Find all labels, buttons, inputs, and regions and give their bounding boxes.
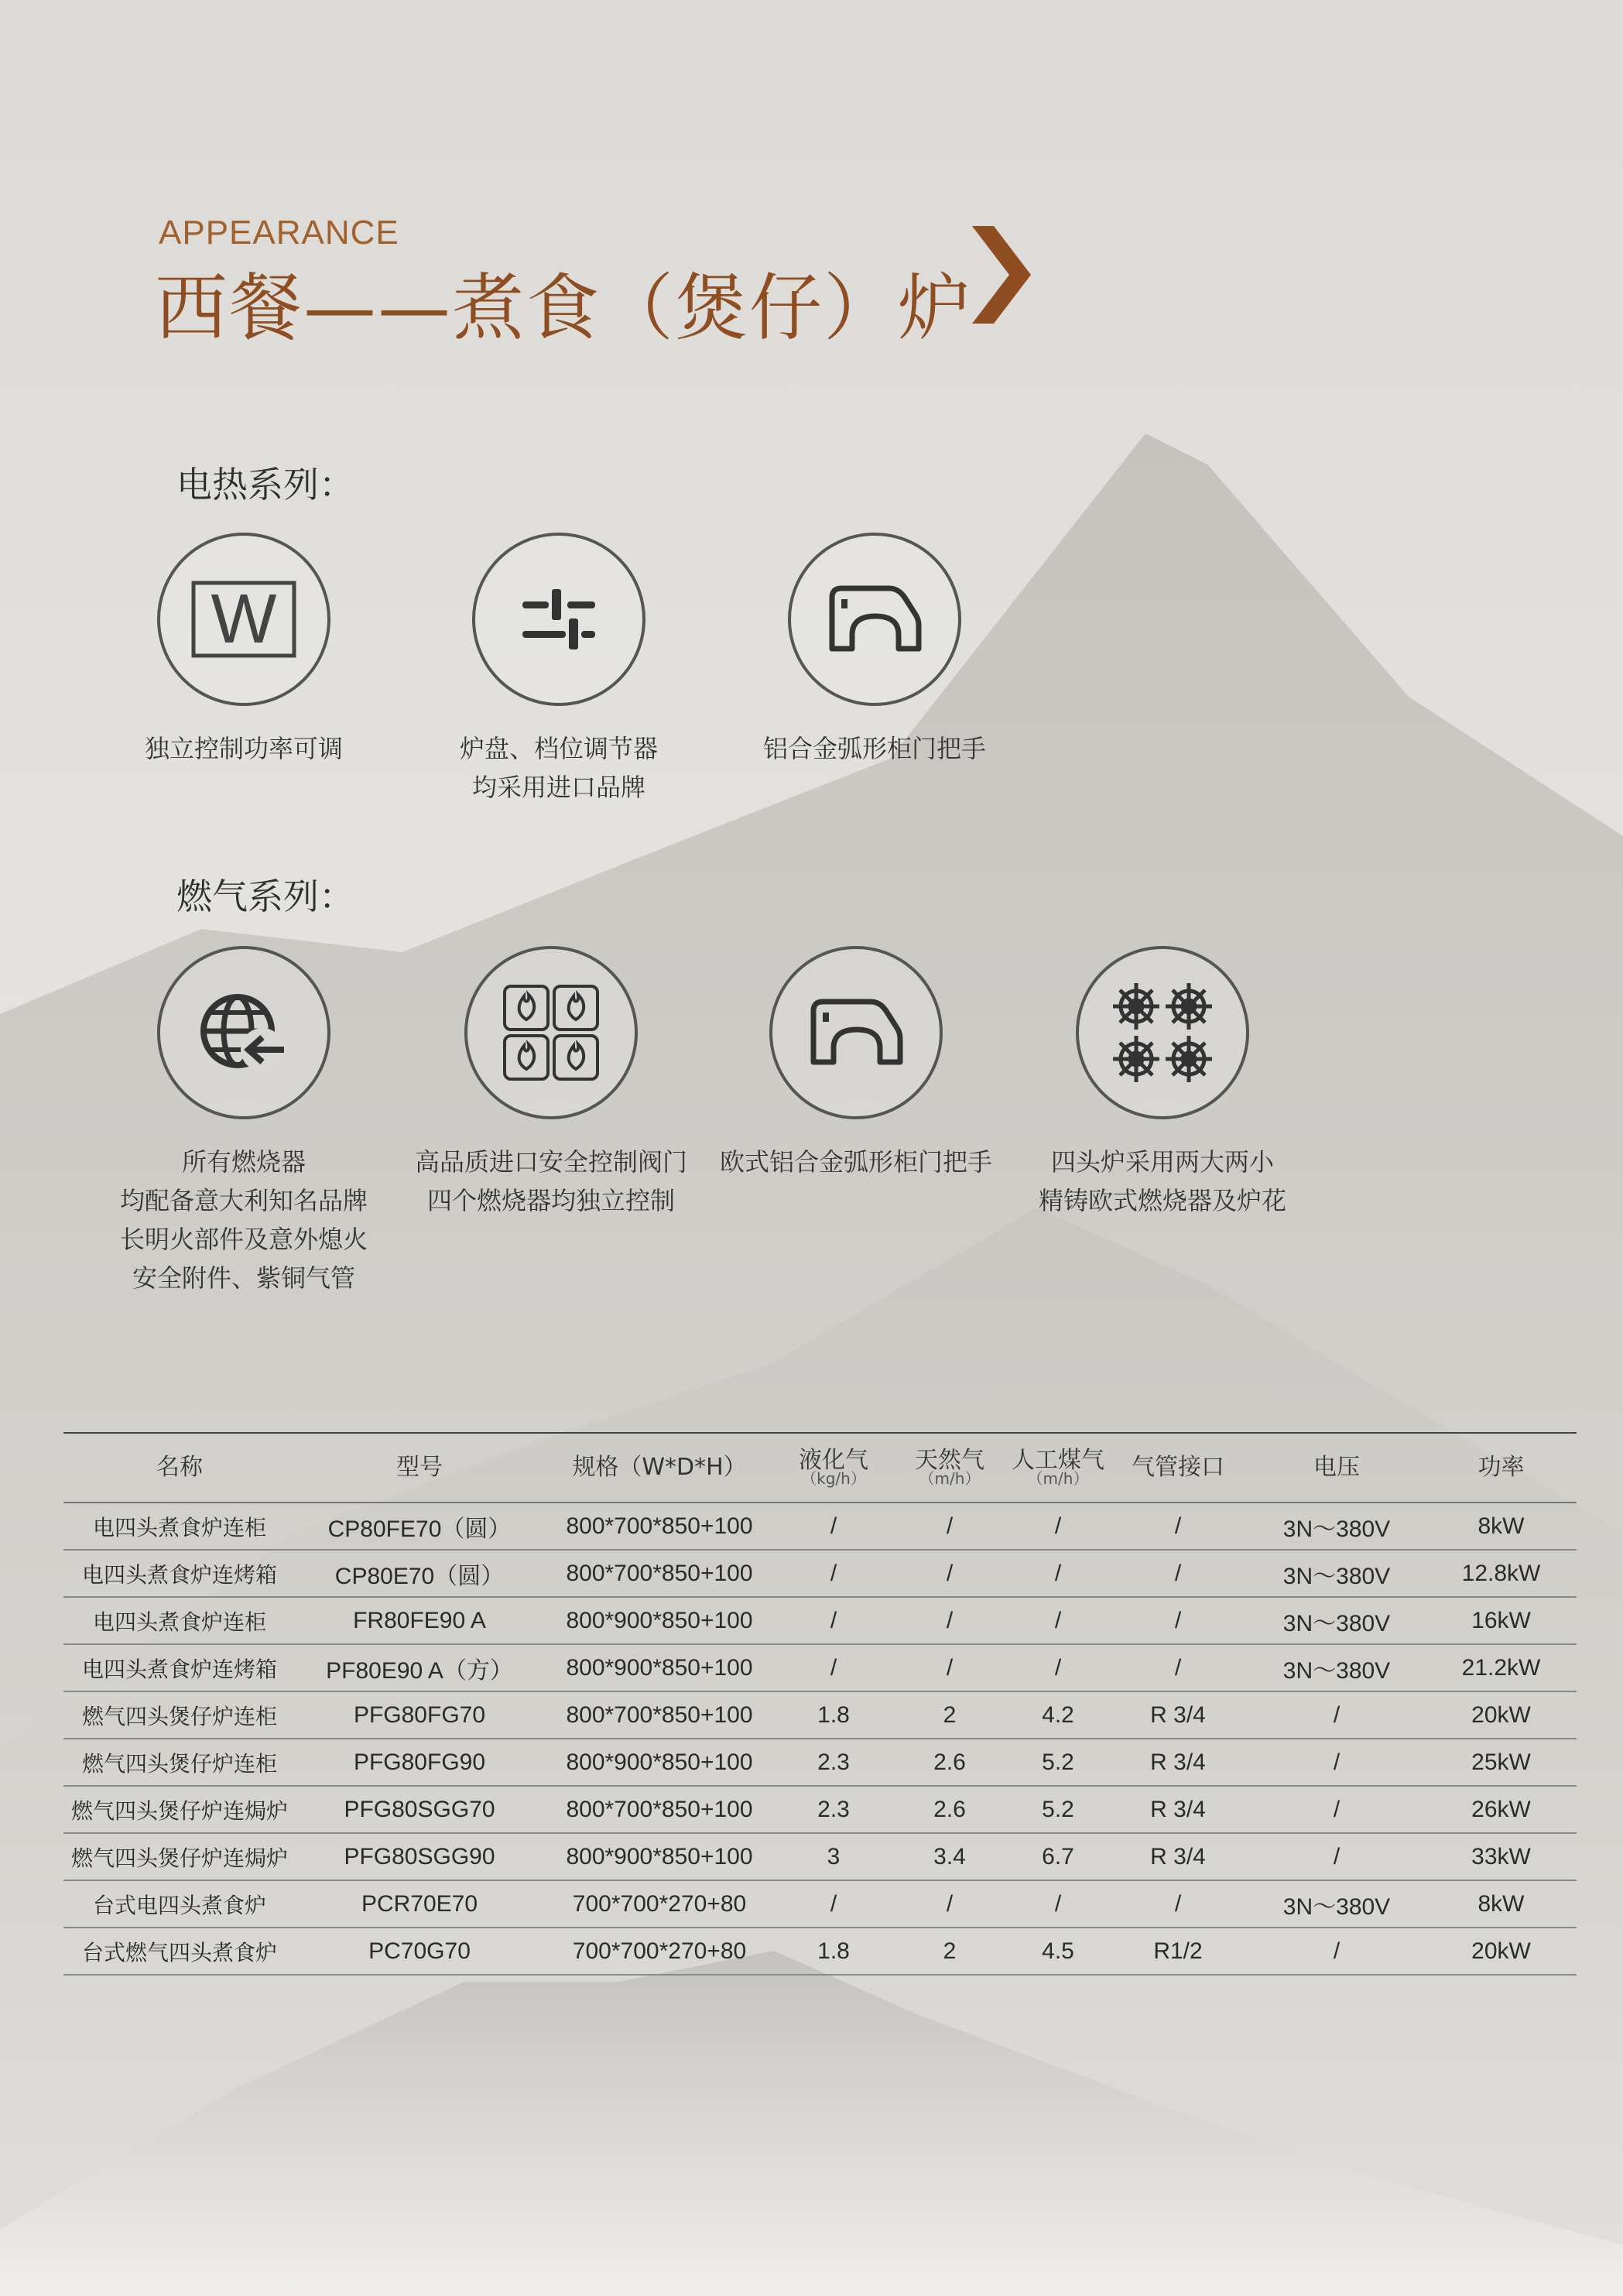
table-cell: 700*700*270+80 — [543, 1928, 776, 1975]
table-cell: 16kW — [1426, 1597, 1577, 1644]
spec-table — [63, 1432, 1577, 1976]
table-cell: 26kW — [1426, 1786, 1577, 1833]
table-cell: 4.5 — [1008, 1928, 1108, 1975]
table-row — [63, 1833, 1577, 1880]
table-cell: / — [776, 1597, 892, 1644]
table-cell: 2.6 — [892, 1739, 1008, 1786]
feature-caption — [693, 1143, 1019, 1181]
table-row — [63, 1691, 1577, 1739]
table-cell: / — [1008, 1880, 1108, 1928]
feature-icon-ring — [464, 946, 638, 1119]
column-header — [296, 1433, 543, 1503]
feature-caption-line: 炉盘、档位调节器 — [459, 734, 658, 763]
table-cell: 800*700*850+100 — [543, 1786, 776, 1833]
table-cell: 800*900*850+100 — [543, 1644, 776, 1691]
table-cell: / — [776, 1880, 892, 1928]
table-cell: 3N～380V — [1248, 1880, 1426, 1928]
table-cell: / — [892, 1644, 1008, 1691]
column-header-label: 天然气 — [915, 1447, 984, 1474]
column-header — [1248, 1433, 1426, 1503]
table-cell: 3N～380V — [1248, 1644, 1426, 1691]
column-header-unit: （m/h） — [1027, 1469, 1089, 1488]
globe-arrow-icon — [197, 986, 290, 1079]
table-cell: / — [1248, 1928, 1426, 1975]
feature-gas-handle — [693, 946, 1019, 1181]
product-name-cell: 台式电四头煮食炉 — [63, 1880, 296, 1928]
product-name-cell: 电四头煮食炉连柜 — [63, 1597, 296, 1644]
table-cell: / — [1108, 1597, 1248, 1644]
table-row — [63, 1739, 1577, 1786]
feature-caption-line: 所有燃烧器 — [181, 1147, 306, 1177]
feature-caption-line: 长明火部件及意外熄火 — [119, 1225, 368, 1254]
table-row — [63, 1786, 1577, 1833]
table-cell: 2.6 — [892, 1786, 1008, 1833]
table-cell: CP80E70（圆） — [296, 1550, 543, 1597]
table-cell: 3N～380V — [1248, 1597, 1426, 1644]
table-cell: R 3/4 — [1108, 1739, 1248, 1786]
table-cell: / — [1248, 1691, 1426, 1739]
table-row — [63, 1644, 1577, 1691]
four-flames-icon — [501, 982, 601, 1083]
table-cell: 800*700*850+100 — [543, 1503, 776, 1550]
feature-gas-burners — [81, 946, 406, 1297]
four-burners-icon — [1108, 978, 1217, 1087]
table-cell: 800*700*850+100 — [543, 1691, 776, 1739]
column-header-label: 电压 — [1313, 1454, 1360, 1481]
table-cell: / — [892, 1503, 1008, 1550]
table-cell: 21.2kW — [1426, 1644, 1577, 1691]
table-cell: 2 — [892, 1928, 1008, 1975]
table-cell: 20kW — [1426, 1691, 1577, 1739]
table-cell: 800*900*850+100 — [543, 1833, 776, 1880]
table-cell: 1.8 — [776, 1928, 892, 1975]
feature-caption — [81, 729, 406, 768]
feature-icon-ring — [472, 533, 645, 706]
column-header — [1426, 1433, 1577, 1503]
table-row — [63, 1550, 1577, 1597]
feature-caption-line: 铝合金弧形柜门把手 — [762, 734, 986, 763]
column-header — [776, 1433, 892, 1503]
table-cell: / — [1248, 1833, 1426, 1880]
column-header-label: 液化气 — [799, 1447, 868, 1474]
feature-caption-line: 高品质进口安全控制阀门 — [414, 1147, 687, 1177]
column-header-label: 型号 — [396, 1454, 443, 1481]
feature-caption-line: 四个燃烧器均独立控制 — [426, 1186, 675, 1215]
svg-text:W: W — [211, 581, 277, 658]
table-cell: R 3/4 — [1108, 1833, 1248, 1880]
column-header-unit: （m/h） — [919, 1469, 981, 1488]
arc-handle-icon — [824, 581, 925, 658]
table-header-row — [63, 1433, 1577, 1503]
table-cell: 3N～380V — [1248, 1503, 1426, 1550]
slider-controls-icon — [516, 584, 601, 654]
table-cell: FR80FE90 A — [296, 1597, 543, 1644]
feature-gas-valves — [389, 946, 714, 1220]
table-row — [63, 1928, 1577, 1975]
table-cell: 1.8 — [776, 1691, 892, 1739]
product-name-cell: 电四头煮食炉连柜 — [63, 1503, 296, 1550]
product-name-cell: 电四头煮食炉连烤箱 — [63, 1644, 296, 1691]
feature-gas-four-head — [1000, 946, 1325, 1220]
column-header — [892, 1433, 1008, 1503]
arc-handle-icon — [806, 994, 906, 1071]
product-name-cell: 燃气四头煲仔炉连焗炉 — [63, 1833, 296, 1880]
product-name-cell: 电四头煮食炉连烤箱 — [63, 1550, 296, 1597]
column-header-label: 气管接口 — [1132, 1454, 1224, 1481]
product-name-cell: 燃气四头煲仔炉连柜 — [63, 1691, 296, 1739]
table-cell: 25kW — [1426, 1739, 1577, 1786]
feature-electric-power — [81, 533, 406, 768]
table-cell: / — [1008, 1644, 1108, 1691]
table-cell: 20kW — [1426, 1928, 1577, 1975]
product-name-cell: 燃气四头煲仔炉连柜 — [63, 1739, 296, 1786]
table-cell: 800*900*850+100 — [543, 1597, 776, 1644]
feature-caption-line: 均采用进口品牌 — [471, 773, 645, 802]
table-cell: 5.2 — [1008, 1739, 1108, 1786]
table-cell: 3.4 — [892, 1833, 1008, 1880]
table-cell: / — [1008, 1597, 1108, 1644]
feature-caption-line: 均配备意大利知名品牌 — [119, 1186, 368, 1215]
table-cell: / — [1008, 1550, 1108, 1597]
table-cell: R 3/4 — [1108, 1691, 1248, 1739]
table-cell: 12.8kW — [1426, 1550, 1577, 1597]
table-cell: 2.3 — [776, 1786, 892, 1833]
eyebrow-label: APPEARANCE — [159, 214, 399, 252]
feature-icon-ring — [157, 946, 330, 1119]
feature-electric-controls — [396, 533, 721, 807]
feature-caption — [1000, 1143, 1325, 1220]
table-cell: 5.2 — [1008, 1786, 1108, 1833]
product-name-cell: 台式燃气四头煮食炉 — [63, 1928, 296, 1975]
table-cell: PCR70E70 — [296, 1880, 543, 1928]
table-cell: 33kW — [1426, 1833, 1577, 1880]
table-cell: / — [892, 1597, 1008, 1644]
page-title: 西餐——煮食（煲仔）炉 — [155, 266, 973, 351]
table-cell: PFG80SGG90 — [296, 1833, 543, 1880]
table-cell: R 3/4 — [1108, 1786, 1248, 1833]
table-cell: CP80FE70（圆） — [296, 1503, 543, 1550]
feature-electric-handle — [712, 533, 1037, 768]
column-header-label: 规格（W*D*H） — [572, 1454, 747, 1481]
table-cell: / — [776, 1503, 892, 1550]
feature-caption — [396, 729, 721, 807]
table-row — [63, 1503, 1577, 1550]
table-cell: / — [776, 1644, 892, 1691]
column-header-label: 人工煤气 — [1012, 1447, 1104, 1474]
table-cell: 8kW — [1426, 1503, 1577, 1550]
table-cell: 2 — [892, 1691, 1008, 1739]
table-cell: 800*700*850+100 — [543, 1550, 776, 1597]
feature-icon-ring — [788, 533, 961, 706]
column-header — [1008, 1433, 1108, 1503]
table-cell: 6.7 — [1008, 1833, 1108, 1880]
table-cell: / — [1008, 1503, 1108, 1550]
table-cell: R1/2 — [1108, 1928, 1248, 1975]
table-cell: 3 — [776, 1833, 892, 1880]
column-header — [63, 1433, 296, 1503]
feature-caption-line: 安全附件、紫铜气管 — [132, 1263, 355, 1293]
chevron-right-icon — [971, 224, 1032, 325]
feature-icon-ring — [769, 946, 943, 1119]
table-cell: / — [1108, 1550, 1248, 1597]
table-cell: / — [1248, 1739, 1426, 1786]
feature-caption — [81, 1143, 406, 1297]
table-body — [63, 1503, 1577, 1975]
feature-icon-ring — [1076, 946, 1249, 1119]
table-cell: 8kW — [1426, 1880, 1577, 1928]
table-cell: 2.3 — [776, 1739, 892, 1786]
column-header-label: 名称 — [156, 1454, 203, 1481]
feature-caption-line: 精铸欧式燃烧器及炉花 — [1038, 1186, 1286, 1215]
table-cell: / — [892, 1550, 1008, 1597]
table-cell: PFG80FG70 — [296, 1691, 543, 1739]
electric-series-heading: 电热系列： — [176, 464, 354, 505]
table-cell: PF80E90 A（方） — [296, 1644, 543, 1691]
table-cell: / — [1108, 1503, 1248, 1550]
table-cell: 4.2 — [1008, 1691, 1108, 1739]
feature-caption — [712, 729, 1037, 768]
table-cell: PFG80FG90 — [296, 1739, 543, 1786]
table-cell: 3N～380V — [1248, 1550, 1426, 1597]
feature-caption-line: 独立控制功率可调 — [144, 734, 343, 763]
product-name-cell: 燃气四头煲仔炉连焗炉 — [63, 1786, 296, 1833]
feature-caption-line: 四头炉采用两大两小 — [1050, 1147, 1274, 1177]
table-cell: / — [1108, 1644, 1248, 1691]
column-header — [543, 1433, 776, 1503]
w-power-icon — [190, 577, 298, 662]
table-row — [63, 1880, 1577, 1928]
table-cell: PFG80SGG70 — [296, 1786, 543, 1833]
table-cell: / — [776, 1550, 892, 1597]
column-header — [1108, 1433, 1248, 1503]
feature-caption — [389, 1143, 714, 1220]
feature-caption-line: 欧式铝合金弧形柜门把手 — [719, 1147, 992, 1177]
table-row — [63, 1597, 1577, 1644]
table-cell: 700*700*270+80 — [543, 1880, 776, 1928]
table-cell: / — [892, 1880, 1008, 1928]
table-cell: 800*900*850+100 — [543, 1739, 776, 1786]
gas-series-heading: 燃气系列： — [176, 876, 354, 917]
feature-icon-ring — [157, 533, 330, 706]
column-header-unit: （kg/h） — [801, 1469, 866, 1488]
table-cell: PC70G70 — [296, 1928, 543, 1975]
table-cell: / — [1108, 1880, 1248, 1928]
column-header-label: 功率 — [1477, 1454, 1525, 1481]
table-cell: / — [1248, 1786, 1426, 1833]
